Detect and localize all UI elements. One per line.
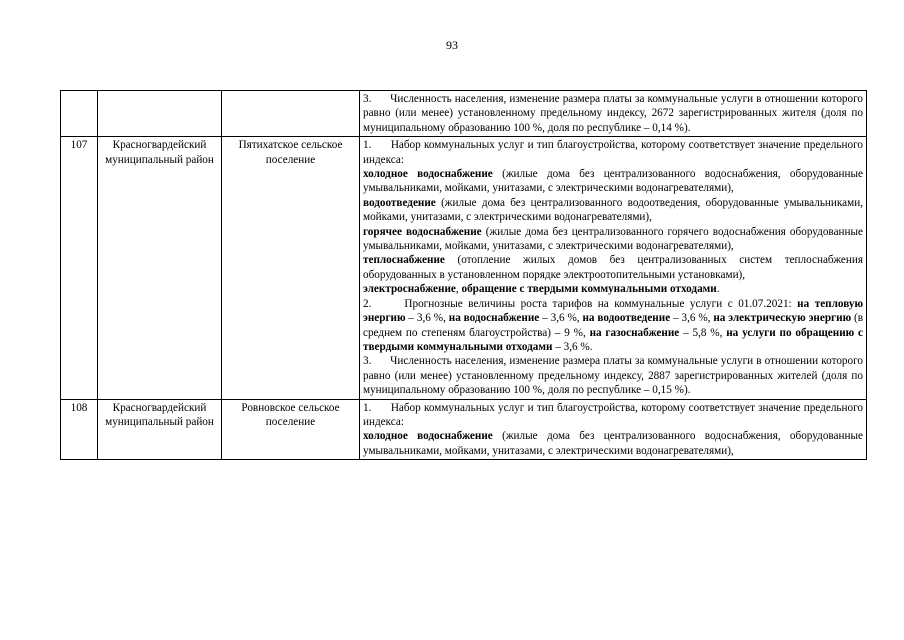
tariff-description [360,399,867,460]
description-paragraph [363,297,863,355]
table-body [61,91,867,460]
text-run: (в среднем по степеням благоустройства) – 9 %, [363,312,864,339]
row-number: 108 [61,399,98,460]
description-paragraph [363,401,863,430]
bold-term: водоотведение [363,196,436,209]
description-paragraph [363,253,863,282]
text-run: – 3,6 %, [539,312,583,325]
text-run: . [716,283,720,296]
tariff-description [360,91,867,137]
bold-term: на газоснабжение [589,326,680,339]
text-run: , [455,283,462,296]
bold-term: обращение с твердыми коммунальными отходами [461,283,717,296]
bold-term: холодное водоснабжение [363,168,493,181]
bold-term: теплоснабжение [363,254,445,267]
text-run: (жилые дома без централизованного горячего водоснабжения оборудованные умывальниками, мойками, унитазами, с электрическими водонагревателями), [363,225,863,253]
row-number: 107 [61,137,98,399]
description-paragraph [363,167,863,196]
row-number [61,91,98,137]
district-name: Красногвардейский муниципальный район [98,399,222,460]
description-paragraph [363,92,863,135]
text-run: 1. Набор коммунальных услуг и тип благоустройства, которому соответствует значение предельного индекса: [363,401,863,428]
table-row [61,137,867,399]
text-run: (жилые дома без централизованного водоснабжения, оборудованные умывальниками, мойками, унитазами, с электрическими водонагревателями), [363,430,863,457]
table-row [61,399,867,460]
description-paragraph [363,196,863,225]
bold-term: горячее водоснабжение [363,225,482,238]
text-run: – 3,6 %, [405,312,449,325]
bold-term: холодное водоснабжение [363,430,493,443]
text-run: 2. Прогнозные величины роста тарифов на коммунальные услуги с 01.07.2021: [363,297,798,310]
district-name [98,91,222,137]
text-run: – 3,6 %, [670,312,714,325]
settlement-name [222,91,360,137]
description-paragraph [363,282,863,296]
text-run: (жилые дома без централизованного водоотведения, оборудованные умывальниками, мойками, унитазами, с электрическими водонагревателями), [363,196,863,224]
text-run: (жилые дома без централизованного водоснабжения, оборудованные умывальниками, мойками, унитазами, с электрическими водонагревателями), [363,168,863,195]
district-name: Красногвардейский муниципальный район [98,137,222,399]
text-run: (отопление жилых домов без централизованных систем теплоснабжения оборудованных в установленном порядке электроотопительными установками), [363,254,863,281]
tariff-description [360,137,867,399]
bold-term: на водоотведение [582,312,671,325]
table-row [61,91,867,137]
text-run: – 5,8 %, [679,326,727,339]
bold-term: на услуги по обращению с твердыми коммунальными отходами [363,326,863,353]
description-paragraph [363,429,863,458]
description-paragraph [363,354,863,397]
text-run: – 3,6 %. [552,340,593,353]
text-run: 3. Численность населения, изменение размера платы за коммунальные услуги в отношении которого равно (или менее) установленному предельному индексу, 2672 зарегистрированных жителя (доля по муниципальному образованию 100 %, доля по республике – 0,14 %). [363,93,863,134]
page-number: 93 [446,38,458,52]
settlement-name: Ровновское сельское поселение [222,399,360,460]
description-paragraph [363,225,863,254]
tariff-table [60,90,867,460]
bold-term: на водоснабжение [448,312,540,325]
bold-term: электроснабжение [363,283,456,296]
text-run: 1. Набор коммунальных услуг и тип благоустройства, которому соответствует значение предельного индекса: [363,139,863,166]
description-paragraph [363,138,863,167]
settlement-name: Пятихатское сельское поселение [222,137,360,399]
bold-term: на электрическую энергию [713,312,852,325]
bold-term: на тепловую энергию [363,297,863,325]
text-run: 3. Численность населения, изменение размера платы за коммунальные услуги в отношении которого равно (или менее) установленному предельному индексу, 2887 зарегистрированных жителей (доля по муниципальному образованию 100 %, доля по республике – 0,15 %). [363,355,863,397]
